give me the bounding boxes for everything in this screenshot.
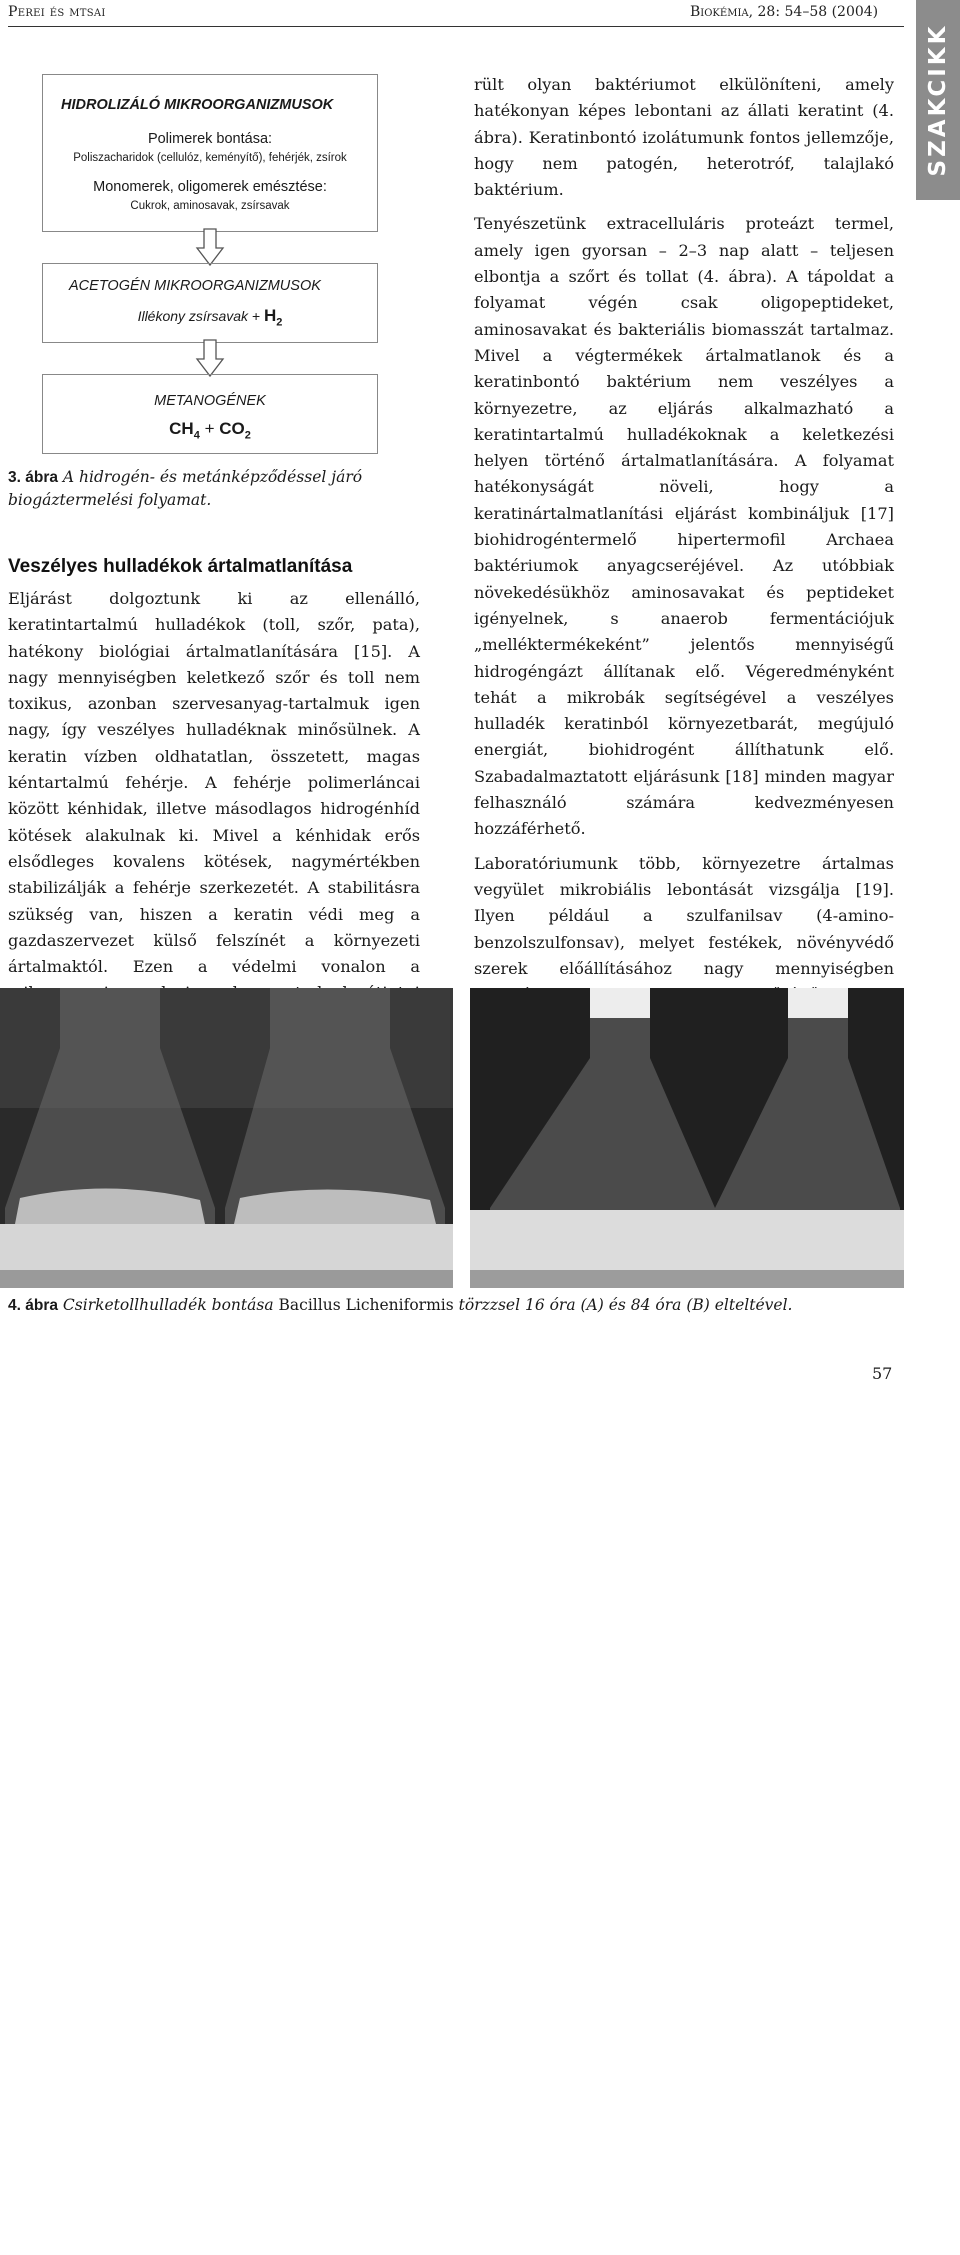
hydrogen-formula: $H_2$ — [264, 306, 283, 329]
paragraph: Eljárást dolgoztunk ki az ellenálló, keratintartalmú hulladékok (toll, szőr, pata), hatékony biológiai ártalmatlanítására [15]. A nagy mennyiségben keletkező szőr és toll nem toxikus, azonban szervesanyag-tartalmuk igen nagy, így veszélyes hulladéknak minősülnek. A keratin vízben oldhatatlan, összetett, magas kéntartalmú fehérje. A fehérje polimerláncai között kénhidak, illetve másodlagos hidrogénhíd kötések alakulnak ki. Mivel a kénhidak erős elsődleges kovalens kötések, nagymértékben stabilizálják a fehérje szerkezetét. A stabilitásra szükség van, hiszen a keratin védi meg a gazdaszervezet külső felszínét a környezeti ártalmaktól. Ezen a védelmi vonalon a — [8, 589, 420, 977]
section-side-tab — [916, 0, 960, 200]
header-rule — [8, 26, 904, 27]
plus-sign: + — [251, 308, 265, 324]
hydrolyzing-box — [42, 74, 378, 232]
figure4-caption-a: Csirketollhulladék bontása — [62, 1296, 274, 1314]
acetogen-line: Illékony zsírsavak — [137, 308, 249, 324]
paragraph: Laboratóriumunk több, környezetre ártalmas vegyület mikrobiális lebontását vizsgálja [19]. Ilyen például a szulfanilsav (4-amino-benzolszulfonsav), melyet festékek, növényvédő szerek előállításához nagy mennyiségben — [474, 853, 894, 978]
methanogen-title: METANOGÉNEK — [154, 393, 266, 409]
monomer-detail: Cukrok, aminosavak, zsírsavak — [130, 200, 290, 212]
figure4-caption-b: Bacillus Licheniformis — [278, 1296, 454, 1314]
figure3-caption-text: A hidrogén- és metánképződéssel járó biogáztermelési folyamat. — [8, 468, 363, 509]
left-column — [8, 586, 420, 1041]
figure4-label: 4. ábra — [8, 1297, 58, 1314]
acetogen-title: ACETOGÉN MIKROORGANIZMUSOK — [69, 278, 321, 294]
side-tab-label: SZAKCIKK — [925, 23, 951, 177]
figure4-caption-c: törzzsel 16 óra (A) és 84 óra (B) elteltével. — [458, 1296, 793, 1314]
paragraph: rült olyan baktériumot elkülöníteni, amely hatékonyan képes lebontani az állati keratint (4. ábra). Keratinbontó izolátumunk fontos jellemzője, hogy nem patogén, heterotróf, talajlakó baktérium. — [474, 75, 894, 200]
figure4-caption — [8, 1294, 908, 1317]
methanogen-box — [42, 374, 378, 454]
monomer-title: Monomerek, oligomerek emésztése: — [93, 179, 327, 195]
methane-co2-formula: $CH_4 + CO_2$ — [169, 419, 251, 442]
flask-photo-a-image — [0, 988, 453, 1288]
hydrolyzing-title: HIDROLIZÁLÓ MIKROORGANIZMUSOK — [61, 97, 334, 113]
figure3-label: 3. ábra — [8, 469, 58, 486]
paragraph: Tenyészetünk extracelluláris proteázt termel, amely igen gyorsan – 2–3 nap alatt – teljesen elbontja a szőrt és tollat (4. ábra). A tápoldat a folyamat végén csak oligopeptideket, aminosavakat és bakteriális biomasszát tartalmaz. Mivel a végtermékek ártalmatlanok és a keratinbontó baktérium nem veszélyes a környezetre, az eljárás alkalmazható a keratintartalmú hulladékoknak a keletkezési helyen történő ártalmatlanítására. A folyamat hatékonyságát növeli, hogy a keratinártalmatlanítási eljárást kombináljuk [17] biohidrogéntermelő hipertermofil Archaea baktériumok anyagcseréjével. Az utóbbiak növekedésükhöz aminosavakat és peptideket igényelnek, s anaerob fermentációjuk „melléktermékeként” jelentős mennyiségű hidrogéngázt állítanak elő. Végeredményként tehát a mikrobák segítségével a veszélyes hulladék keratinból környezetbarát, megújuló energiát, biohidrogént állíthatunk elő. Szabadalmaztatott eljárásunk [18] minden magyar felhasználó számára kedvezményesen hozzáférhető. — [474, 214, 894, 839]
flask-photo-b-image — [470, 988, 904, 1288]
running-header-authors: Perei és mtsai — [8, 4, 106, 20]
polymer-detail: Poliszacharidok (cellulóz, keményítő), fehérjék, zsírok — [73, 152, 347, 164]
photo-label-a: A — [12, 2238, 23, 2255]
photo-label-b: B — [492, 2238, 503, 2255]
section-heading: Veszélyes hulladékok ártalmatlanítása — [8, 556, 353, 577]
down-arrow-icon — [196, 339, 224, 377]
polymer-title: Polimerek bontása: — [147, 131, 273, 147]
figure3-caption — [8, 466, 424, 511]
acetogen-box — [42, 263, 378, 343]
running-header-journal: Biokémia, 28: 54–58 (2004) — [690, 4, 879, 20]
down-arrow-icon — [196, 228, 224, 266]
page-number: 57 — [872, 1364, 893, 1383]
acetogen-products — [43, 306, 377, 328]
